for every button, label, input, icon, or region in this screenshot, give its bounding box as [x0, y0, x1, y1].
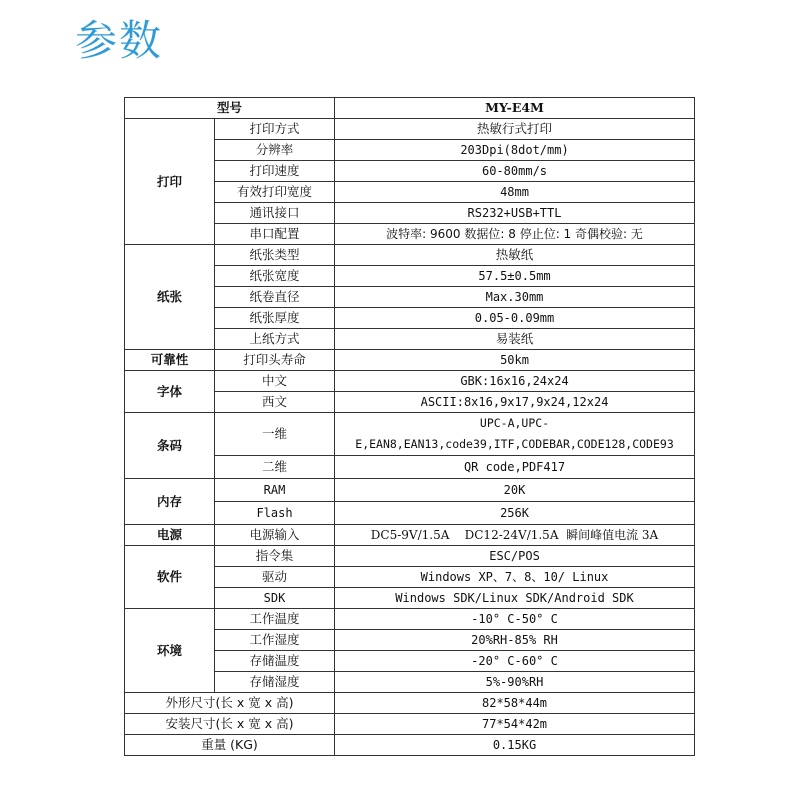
table-row	[125, 714, 695, 735]
row-value: 48mm	[335, 182, 695, 203]
row-label: 二维	[215, 456, 335, 479]
row-value: 热敏纸	[335, 245, 695, 266]
row-label: 打印方式	[215, 119, 335, 140]
row-value: QR code,PDF417	[335, 456, 695, 479]
category-reliability: 可靠性	[125, 350, 215, 371]
row-value: 5%-90%RH	[335, 672, 695, 693]
row-value: 203Dpi(8dot/mm)	[335, 140, 695, 161]
row-value: 256K	[335, 502, 695, 525]
row-label: Flash	[215, 502, 335, 525]
row-value: Max.30mm	[335, 287, 695, 308]
row-label: 存储湿度	[215, 672, 335, 693]
category-print: 打印	[125, 119, 215, 245]
row-label: 外形尺寸(长 x 宽 x 高)	[125, 693, 335, 714]
row-value: ASCII:8x16,9x17,9x24,12x24	[335, 392, 695, 413]
row-value: 20K	[335, 479, 695, 502]
model-value: MY-E4M	[335, 98, 695, 119]
category-software: 软件	[125, 546, 215, 609]
row-value: 50km	[335, 350, 695, 371]
row-label: 重量 (KG)	[125, 735, 335, 756]
table-row	[125, 245, 695, 266]
table-row	[125, 693, 695, 714]
row-label: SDK	[215, 588, 335, 609]
row-label: 存储温度	[215, 651, 335, 672]
row-label: RAM	[215, 479, 335, 502]
row-label: 电源输入	[215, 525, 335, 546]
row-label: 西文	[215, 392, 335, 413]
category-power: 电源	[125, 525, 215, 546]
row-value: GBK:16x16,24x24	[335, 371, 695, 392]
row-label: 通讯接口	[215, 203, 335, 224]
row-label: 上纸方式	[215, 329, 335, 350]
model-label: 型号	[125, 98, 335, 119]
category-barcode: 条码	[125, 413, 215, 479]
table-row	[125, 525, 695, 546]
table-row	[125, 609, 695, 630]
row-value: 82*58*44m	[335, 693, 695, 714]
row-value: UPC-A,UPC-E,EAN8,EAN13,code39,ITF,CODEBAR,CODE128,CODE93	[335, 413, 695, 456]
row-value: Windows SDK/Linux SDK/Android SDK	[335, 588, 695, 609]
row-label: 有效打印宽度	[215, 182, 335, 203]
table-row	[125, 546, 695, 567]
row-label: 纸张类型	[215, 245, 335, 266]
row-value: -20° C-60° C	[335, 651, 695, 672]
row-value: Windows XP、7、8、10/ Linux	[335, 567, 695, 588]
row-label: 纸张厚度	[215, 308, 335, 329]
table-row	[125, 98, 695, 119]
table-row	[125, 371, 695, 392]
row-label: 工作湿度	[215, 630, 335, 651]
row-label: 一维	[215, 413, 335, 456]
table-row	[125, 735, 695, 756]
row-value: 0.15KG	[335, 735, 695, 756]
page-title: 参数	[75, 16, 164, 65]
row-label: 分辨率	[215, 140, 335, 161]
row-label: 纸卷直径	[215, 287, 335, 308]
table-row	[125, 479, 695, 502]
row-label: 指令集	[215, 546, 335, 567]
row-label: 驱动	[215, 567, 335, 588]
row-value: 热敏行式打印	[335, 119, 695, 140]
table-row	[125, 413, 695, 456]
category-environment: 环境	[125, 609, 215, 693]
row-label: 纸张宽度	[215, 266, 335, 287]
row-value: 0.05-0.09mm	[335, 308, 695, 329]
category-font: 字体	[125, 371, 215, 413]
row-value: RS232+USB+TTL	[335, 203, 695, 224]
category-paper: 纸张	[125, 245, 215, 350]
row-value: 57.5±0.5mm	[335, 266, 695, 287]
row-value: 易装纸	[335, 329, 695, 350]
row-value: -10° C-50° C	[335, 609, 695, 630]
row-value: 20%RH-85% RH	[335, 630, 695, 651]
spec-table	[124, 97, 695, 756]
row-value: 77*54*42m	[335, 714, 695, 735]
table-row	[125, 350, 695, 371]
row-label: 串口配置	[215, 224, 335, 245]
row-value: 60-80mm/s	[335, 161, 695, 182]
row-value: ESC/POS	[335, 546, 695, 567]
row-value: DC5-9V/1.5A DC12-24V/1.5A 瞬间峰值电流 3A	[335, 525, 695, 546]
row-label: 安装尺寸(长 x 宽 x 高)	[125, 714, 335, 735]
table-row	[125, 119, 695, 140]
row-label: 中文	[215, 371, 335, 392]
row-label: 打印头寿命	[215, 350, 335, 371]
row-label: 工作温度	[215, 609, 335, 630]
row-label: 打印速度	[215, 161, 335, 182]
row-value: 波特率: 9600 数据位: 8 停止位: 1 奇偶校验: 无	[335, 224, 695, 245]
category-memory: 内存	[125, 479, 215, 525]
